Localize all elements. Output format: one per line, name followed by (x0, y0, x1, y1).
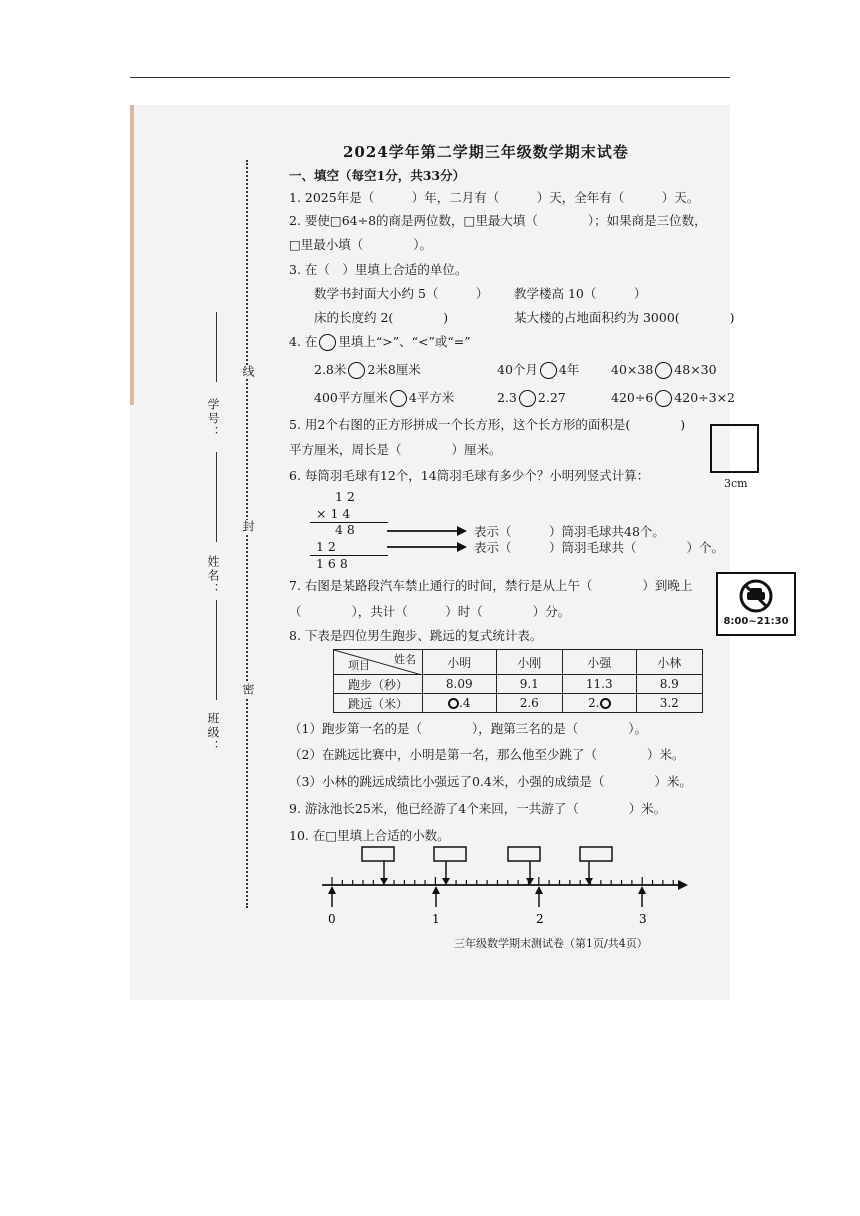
table-cell: 9.1 (496, 675, 562, 694)
answer-box-1 (362, 847, 394, 861)
question-3-item-2: 教学楼高 10（ ） (514, 286, 647, 301)
numline-label-0: 0 (328, 912, 336, 926)
compare-item-3: 40×38 48×30 (611, 362, 717, 377)
question-1: 1. 2025年是（ ）年，二月有（ ）天，全年有（ ）天。 (289, 190, 700, 205)
table-cell: .4 (423, 694, 497, 713)
number-line (318, 840, 690, 930)
seal-char-mi: 密 (241, 683, 255, 697)
calc-row-2: × 1 4 (316, 506, 351, 521)
question-2-line2: □里最小填（ ）。 (289, 237, 433, 252)
name-label: 姓名： (206, 555, 220, 597)
compare-circle-icon (655, 362, 672, 379)
calc-row-5: 1 6 8 (316, 556, 348, 571)
table-cell: 8.09 (423, 675, 497, 694)
smudge-icon (600, 698, 611, 709)
table-header-cell: 小刚 (496, 650, 562, 675)
compare-item-2: 40个月 4年 (497, 362, 580, 377)
stats-table (333, 649, 703, 713)
compare-item-6: 420÷6 420÷3×2 (611, 390, 736, 405)
question-7-line1: 7. 右图是某路段汽车禁止通行的时间，禁行是从上午（ ）到晚上 (289, 578, 693, 593)
seal-char-feng: 封 (241, 520, 255, 534)
calc-row-3: 4 8 (335, 522, 355, 537)
name-blank (216, 452, 217, 542)
table-row-label: 跳远（米） (334, 694, 423, 713)
table-header-cell: 小林 (636, 650, 702, 675)
compare-circle-icon (319, 334, 336, 351)
table-cell: 2.6 (496, 694, 562, 713)
question-3: 3. 在（ ）里填上合适的单位。 (289, 262, 468, 277)
question-4-prefix: 4. 在 (289, 334, 318, 349)
class-label: 班级： (206, 712, 220, 754)
answer-box-3 (508, 847, 540, 861)
question-9: 9. 游泳池长25米，他已经游了4个来回，一共游了（ ）米。 (289, 801, 667, 816)
binding-dotted-line (246, 160, 248, 908)
compare-circle-icon (519, 390, 536, 407)
numline-label-1: 1 (432, 912, 440, 926)
table-row (334, 675, 703, 694)
student-id-blank (216, 312, 217, 382)
question-4-suffix: 里填上“>”、“<”或“=” (338, 334, 471, 349)
answer-box-4 (580, 847, 612, 861)
table-cell: 11.3 (562, 675, 636, 694)
table-corner-cell: 姓名 项目 (334, 650, 423, 675)
square-figure (710, 424, 759, 473)
compare-item-4: 400平方厘米 4平方米 (314, 390, 455, 405)
arrow-icons (385, 523, 470, 553)
question-8-2: （2）在跳远比赛中，小明是第一名，那么他至少跳了（ ）米。 (289, 747, 685, 762)
question-3-item-4: 某大楼的占地面积约为 3000( ) (514, 310, 735, 325)
table-cell: 8.9 (636, 675, 702, 694)
table-cell: 3.2 (636, 694, 702, 713)
table-row (334, 694, 703, 713)
question-5-line1: 5. 用2个右图的正方形拼成一个长方形，这个长方形的面积是( ) (289, 417, 686, 432)
table-header-cell: 小强 (562, 650, 636, 675)
table-header-row (334, 650, 703, 675)
exam-title: 2024学年第二学期三年级数学期末试卷 (343, 143, 629, 161)
question-3-item-3: 床的长度约 2( ) (314, 310, 449, 325)
student-id-label: 学号： (206, 398, 220, 440)
square-size-label: 3cm (724, 477, 748, 490)
no-vehicle-sign (716, 572, 796, 636)
compare-circle-icon (655, 390, 672, 407)
page-footer: 三年级数学期末测试卷（第1页/共4页） (454, 937, 648, 950)
question-4 (289, 334, 471, 351)
question-8-1: （1）跑步第一名的是（ ），跑第三名的是（ ）。 (289, 721, 647, 736)
no-car-icon (718, 576, 794, 616)
numline-label-3: 3 (639, 912, 647, 926)
seal-char-xian: 线 (241, 365, 255, 379)
question-3-item-1: 数学书封面大小约 5（ ） (314, 286, 489, 301)
answer-box-2 (434, 847, 466, 861)
top-rule (130, 77, 730, 78)
question-7-line2: （ ），共计（ ）时（ ）分。 (289, 604, 571, 619)
question-6: 6. 每筒羽毛球有12个，14筒羽毛球有多少个？小明列竖式计算： (289, 468, 650, 483)
calc-explain-2: 表示（ ）筒羽毛球共（ ）个。 (474, 540, 725, 555)
compare-item-5: 2.3 2.27 (497, 390, 566, 405)
scan-edge (130, 105, 134, 405)
calc-explain-1: 表示（ ）筒羽毛球共48个。 (474, 524, 665, 539)
question-10: 10. 在□里填上合适的小数。 (289, 828, 450, 843)
smudge-icon (448, 698, 459, 709)
calc-row-4: 1 2 (316, 539, 336, 554)
table-header-cell: 小明 (423, 650, 497, 675)
sign-time-label: 8:00~21:30 (723, 616, 789, 627)
numline-label-2: 2 (536, 912, 544, 926)
class-blank (216, 600, 217, 700)
compare-circle-icon (540, 362, 557, 379)
question-8-3: （3）小林的跳远成绩比小强远了0.4米，小强的成绩是（ ）米。 (289, 774, 692, 789)
table-cell: 2. (562, 694, 636, 713)
compare-item-1: 2.8米 2米8厘米 (314, 362, 421, 377)
calc-row-1: 1 2 (335, 489, 355, 504)
question-5-line2: 平方厘米，周长是（ ）厘米。 (289, 442, 502, 457)
section-title: 一、填空（每空1分，共33分） (289, 168, 466, 183)
compare-circle-icon (390, 390, 407, 407)
compare-circle-icon (348, 362, 365, 379)
question-8: 8. 下表是四位男生跑步、跳远的复式统计表。 (289, 628, 543, 643)
question-2-line1: 2. 要使□64÷8的商是两位数，□里最大填（ ）；如果商是三位数， (289, 213, 707, 228)
table-row-label: 跑步（秒） (334, 675, 423, 694)
